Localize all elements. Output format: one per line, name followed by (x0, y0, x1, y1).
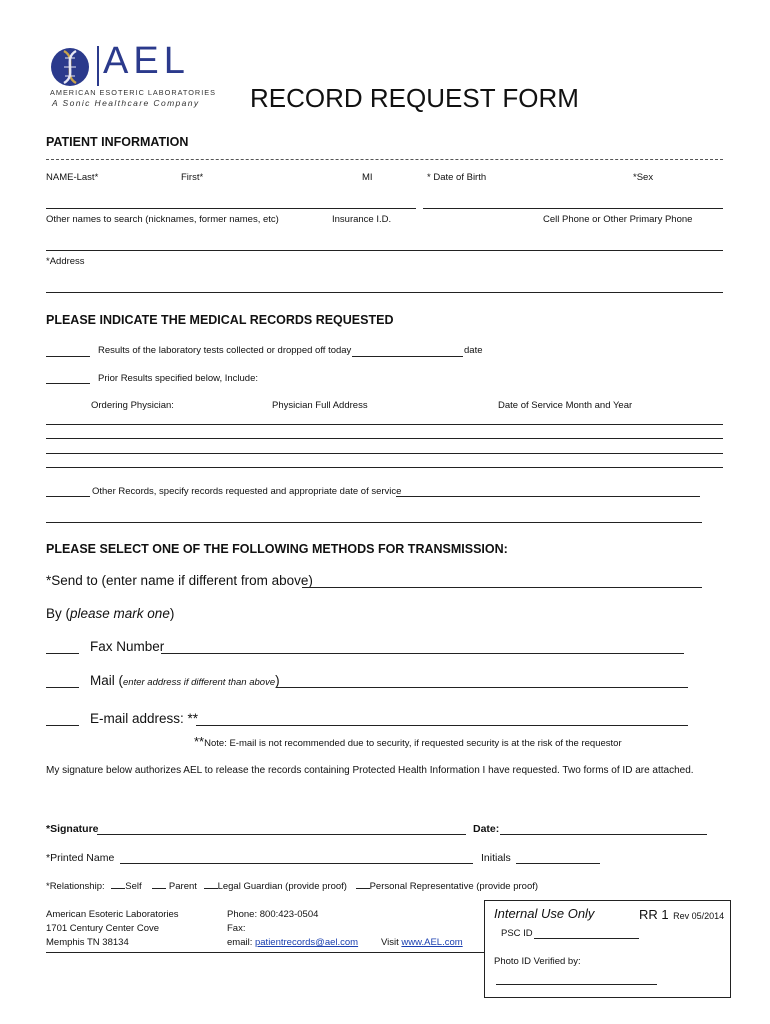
initials-line[interactable] (516, 863, 600, 864)
footer-street: 1701 Century Center Cove (46, 923, 160, 934)
website-link[interactable]: www.AEL.com (401, 937, 463, 948)
email-checkbox-line[interactable] (46, 725, 79, 726)
logo-company: AMERICAN ESOTERIC LABORATORIES (50, 88, 216, 97)
prior-checkbox-line[interactable] (46, 383, 90, 384)
fax-line[interactable] (161, 653, 684, 654)
insurance-label: Insurance I.D. (332, 214, 392, 225)
initials-label: Initials (481, 852, 511, 864)
note-text: Note: E-mail is not recommended due to security, if requested security is at the risk of the requestor (204, 738, 622, 749)
address-line[interactable] (46, 292, 723, 293)
address-label: *Address (46, 256, 85, 267)
signature-label: *Signature (46, 823, 99, 835)
prior-line-1[interactable] (46, 424, 723, 425)
guardian-label: Legal Guardian (provide proof) (217, 881, 347, 892)
other-records-label: Other Records, specify records requested and appropriate date of service (92, 486, 402, 497)
name-last-label: NAME-Last* (46, 172, 99, 183)
prior-line-2[interactable] (46, 438, 723, 439)
footer-org: American Esoteric Laboratories (46, 909, 179, 920)
prior-line-3[interactable] (46, 453, 723, 454)
relationship-row (46, 881, 538, 892)
other-names-line[interactable] (46, 250, 723, 251)
note-stars: ** (194, 734, 205, 749)
dashed-separator (46, 159, 723, 160)
transmission-header: PLEASE SELECT ONE OF THE FOLLOWING METHODS FOR TRANSMISSION: (46, 542, 508, 556)
ordering-physician-label: Ordering Physician: (91, 400, 174, 411)
dob-label: * Date of Birth (427, 172, 487, 183)
self-label: Self (125, 881, 142, 892)
printed-name-line[interactable] (120, 863, 473, 864)
phone-label: Cell Phone or Other Primary Phone (543, 214, 693, 225)
form-code-number: RR 1 (639, 907, 669, 922)
footer-email-row (227, 937, 358, 948)
records-header: PLEASE INDICATE THE MEDICAL RECORDS REQUESTED (46, 313, 394, 327)
date-of-service-label: Date of Service Month and Year (498, 400, 633, 411)
representative-checkbox-line[interactable] (356, 888, 370, 889)
patient-info-header: PATIENT INFORMATION (46, 135, 189, 149)
sex-label: *Sex (633, 172, 654, 183)
ael-logo (46, 40, 246, 110)
prior-line-4[interactable] (46, 467, 723, 468)
mail-suffix: ) (275, 673, 280, 688)
printed-name-label: *Printed Name (46, 852, 115, 864)
date-line[interactable] (500, 834, 707, 835)
email-link[interactable]: patientrecords@ael.com (254, 937, 359, 948)
guardian-checkbox-line[interactable] (204, 888, 218, 889)
email-note (194, 733, 622, 751)
email-label-text: email: (227, 937, 253, 948)
form-revision: Rev 05/2014 (673, 911, 725, 921)
footer-fax: Fax: (227, 923, 246, 934)
mail-line[interactable] (276, 687, 688, 688)
mi-label: MI (362, 172, 373, 183)
email-line[interactable] (196, 725, 688, 726)
name-line[interactable] (46, 208, 416, 209)
footer-visit-row (381, 937, 463, 948)
email-label: E-mail address: ** (90, 711, 199, 726)
mail-prefix: Mail ( (90, 673, 123, 688)
footer-phone: Phone: 800:423-0504 (227, 909, 319, 920)
mail-italic: enter address if different than above (123, 677, 276, 688)
today-checkbox-line[interactable] (46, 356, 90, 357)
signature-line[interactable] (97, 834, 466, 835)
other-names-label: Other names to search (nicknames, former names, etc) (46, 214, 279, 225)
psc-id-label: PSC ID (501, 928, 533, 939)
first-name-label: First* (181, 172, 204, 183)
dob-sex-line[interactable] (423, 208, 723, 209)
by-prefix: By ( (46, 606, 71, 621)
send-to-line[interactable] (302, 587, 702, 588)
other-checkbox-line[interactable] (46, 496, 90, 497)
send-to-label: *Send to (enter name if different from above) (46, 573, 313, 588)
photo-id-label: Photo ID Verified by: (494, 956, 581, 967)
relationship-label: *Relationship: (46, 881, 105, 892)
representative-label: Personal Representative (provide proof) (369, 881, 539, 892)
fax-label: Fax Number (90, 639, 165, 654)
other-records-line-2[interactable] (46, 522, 702, 523)
today-date-suffix: date (464, 345, 483, 356)
today-results-label: Results of the laboratory tests collected or dropped off today (98, 345, 352, 356)
footer-city: Memphis TN 38134 (46, 937, 129, 948)
today-date-line[interactable] (352, 356, 463, 357)
parent-checkbox-line[interactable] (152, 888, 166, 889)
self-checkbox-line[interactable] (111, 888, 125, 889)
fax-checkbox-line[interactable] (46, 653, 79, 654)
parent-label: Parent (168, 881, 197, 892)
prior-results-label: Prior Results specified below, Include: (98, 373, 258, 384)
psc-id-line[interactable] (534, 938, 639, 939)
date-label: Date: (473, 823, 500, 835)
other-records-line[interactable] (396, 496, 700, 497)
authorization-text: My signature below authorizes AEL to release the records containing Protected Health Information I have requested. Two forms of ID are attached. (46, 765, 694, 776)
logo-divider (97, 46, 99, 86)
by-label (46, 606, 174, 621)
mail-label (90, 673, 280, 688)
internal-use-title: Internal Use Only (494, 906, 595, 921)
by-italic: please mark one (70, 606, 170, 621)
form-title: RECORD REQUEST FORM (250, 83, 579, 113)
dna-helix-icon (50, 47, 90, 87)
visit-label: Visit (381, 937, 399, 948)
form-code (639, 906, 724, 924)
logo-tagline: A Sonic Healthcare Company (52, 98, 200, 108)
physician-address-label: Physician Full Address (272, 400, 368, 411)
by-suffix: ) (169, 606, 175, 621)
logo-name: AEL (103, 40, 190, 82)
photo-id-line[interactable] (496, 984, 657, 985)
footer-rule (46, 952, 484, 953)
mail-checkbox-line[interactable] (46, 687, 79, 688)
